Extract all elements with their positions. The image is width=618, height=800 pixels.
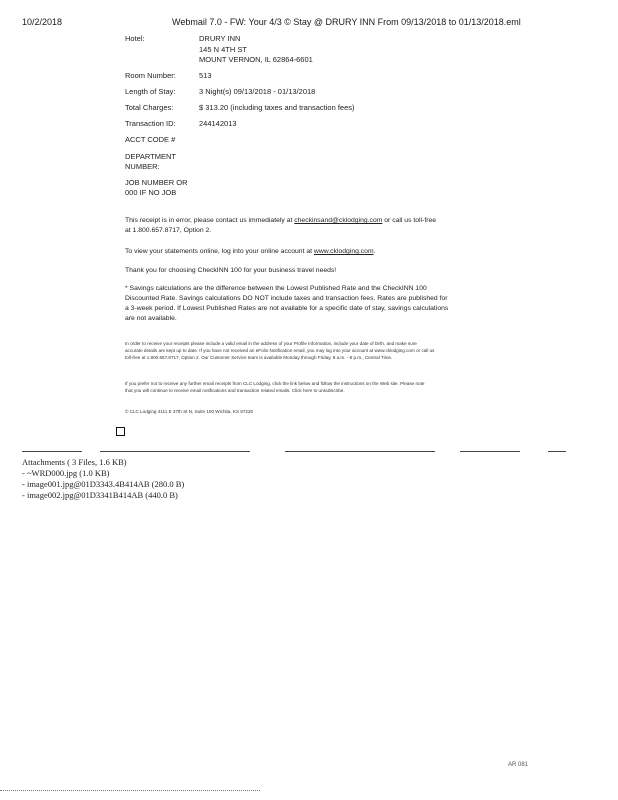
small-line5: that you will continue to receive email notifications and transaction related emails. Click here to unsubscribe. — [125, 388, 345, 393]
print-title: Webmail 7.0 - FW: Your 4/3 © Stay @ DRURY INN From 09/13/2018 to 01/13/2018.eml — [172, 17, 521, 27]
attachment-item-3[interactable]: - image002.jpg@01D3341B414AB (440.0 B) — [22, 490, 178, 500]
cklodging-link[interactable]: www.cklodging.com — [313, 248, 374, 255]
job-number-label-line1: JOB NUMBER OR — [125, 178, 188, 187]
savings-line1: * Savings calculations are the difference between the Lowest Published Rate and the CheckINN 100 — [125, 285, 427, 292]
charges-label: Total Charges: — [125, 103, 174, 112]
view-end: . — [373, 248, 376, 255]
view-statement-notice — [125, 247, 485, 257]
charges-value: $ 313.20 (including taxes and transaction fees) — [199, 103, 355, 112]
support-email-link[interactable]: checkinsand@cklodging.com — [294, 217, 383, 224]
checkbox[interactable] — [116, 427, 125, 436]
error-text-3: at 1.800.657.8717, Option 2. — [125, 227, 212, 234]
thank-you-text: Thank you for choosing CheckINN 100 for your business travel needs! — [125, 267, 337, 274]
small-line2: accurate details are kept up to date. If you have not received an eFolio Notification email, you may log into your account at www.cklodging.com or call us — [125, 348, 435, 353]
hotel-address-line2: MOUNT VERNON, IL 62864-6601 — [199, 55, 313, 64]
length-value: 3 Night(s) 09/13/2018 - 01/13/2018 — [199, 87, 316, 96]
hotel-label: Hotel: — [125, 34, 145, 43]
savings-line4: are not available. — [125, 315, 177, 322]
acct-code-label: ACCT CODE # — [125, 135, 176, 144]
error-notice — [125, 216, 485, 236]
savings-line3: a 3-week period. If Lowest Published Rates are not available for a specific date of stay, savings calculations — [125, 305, 449, 312]
department-label-line1: DEPARTMENT — [125, 152, 176, 161]
unsubscribe-info-small — [125, 380, 485, 394]
room-label: Room Number: — [125, 71, 176, 80]
job-number-label-line2: 000 IF NO JOB — [125, 188, 177, 197]
hotel-name: DRURY INN — [199, 34, 241, 43]
print-date: 10/2/2018 — [22, 17, 63, 27]
attachment-item-1[interactable]: - ~WRD000.jpg (1.0 KB) — [22, 468, 110, 478]
view-text: To view your statements online, log into your online account at — [125, 248, 314, 255]
page-code: AR 081 — [508, 762, 529, 768]
transaction-label: Transaction ID: — [125, 119, 176, 128]
transaction-value: 244142013 — [199, 119, 237, 128]
attachments-title: Attachments ( 3 Files, 1.6 KB) — [22, 457, 127, 467]
hotel-address-line1: 145 N 4TH ST — [199, 45, 247, 54]
separator-seg-3 — [285, 451, 435, 452]
error-text-2: or call us toll-free — [382, 217, 437, 224]
separator-seg-4 — [460, 451, 520, 452]
department-label-line2: NUMBER: — [125, 162, 160, 171]
separator-seg-1 — [22, 451, 82, 452]
error-text: This receipt is in error, please contact us immediately at — [125, 217, 295, 224]
room-value: 513 — [199, 71, 212, 80]
receipt-info-small — [125, 340, 485, 361]
small-line4: If you prefer not to receive any further email receipts from CLC Lodging, click the link below and follow the instructions on the Web site. Please note — [125, 381, 425, 386]
separator-seg-5 — [548, 451, 566, 452]
footer-dots — [0, 790, 260, 791]
small-line3: toll-free at 1.800.657.8717, Option 2. Our Customer Service team is available Monday through Friday, 8 a.m. - 8 p.m., Central Time. — [125, 355, 393, 360]
small-line1: In order to receive your receipts please include a valid email in the address of your Profile Information, include your date of birth, and make sure — [125, 341, 417, 346]
savings-line2: Discounted Rate. Savings calculations DO NOT include taxes and transaction fees. Rates are published for — [125, 295, 448, 302]
separator-seg-2 — [100, 451, 250, 452]
attachment-item-2[interactable]: - image001.jpg@01D3343.4B414AB (280.0 B) — [22, 479, 185, 489]
savings-notice — [125, 284, 485, 324]
copyright-text: © CLC Lodging 4111 E 37th St N, Suite 100 Wichita, KS 67220 — [125, 409, 254, 414]
length-label: Length of Stay: — [125, 87, 176, 96]
